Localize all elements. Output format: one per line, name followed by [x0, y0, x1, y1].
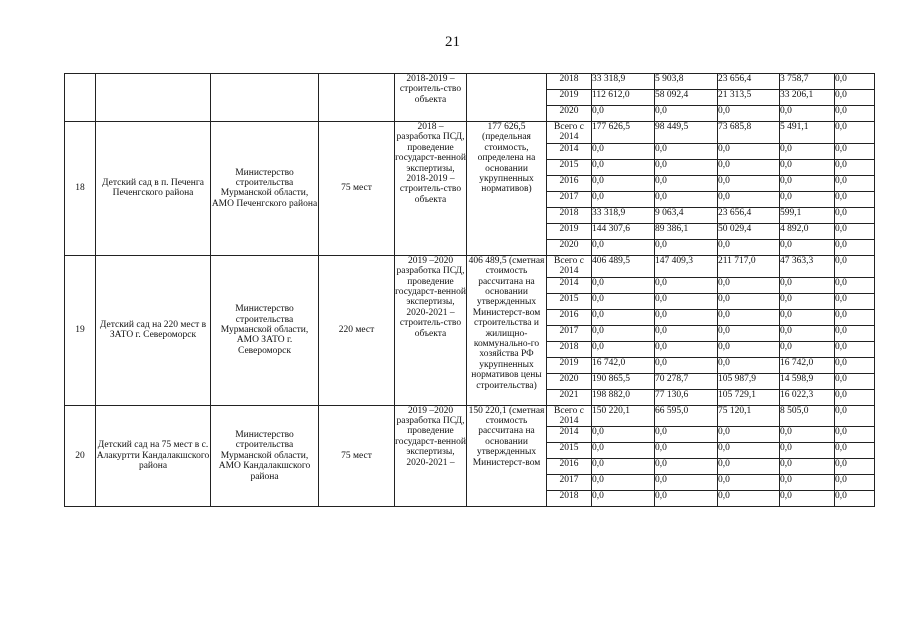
amount-cell: 66 595,0	[655, 405, 718, 427]
amount-cell: 0,0	[835, 443, 875, 459]
object-capacity: 75 мест	[319, 405, 395, 507]
amount-cell: 0,0	[718, 309, 780, 325]
object-number: 18	[65, 122, 96, 256]
amount-cell: 16 742,0	[780, 357, 835, 373]
amount-cell: 0,0	[592, 293, 655, 309]
amount-cell: 0,0	[655, 491, 718, 507]
amount-cell: 0,0	[835, 459, 875, 475]
amount-cell: 0,0	[655, 293, 718, 309]
amount-cell: 211 717,0	[718, 255, 780, 277]
amount-cell: 0,0	[592, 277, 655, 293]
amount-cell: 0,0	[592, 475, 655, 491]
amount-cell: 33 318,9	[592, 207, 655, 223]
amount-cell: 0,0	[835, 341, 875, 357]
amount-cell: 0,0	[780, 175, 835, 191]
amount-cell: 0,0	[780, 427, 835, 443]
amount-cell: 0,0	[835, 277, 875, 293]
amount-cell: 0,0	[835, 357, 875, 373]
amount-cell: 0,0	[655, 277, 718, 293]
year-cell: 2014	[547, 427, 592, 443]
year-cell: Всего с 2014	[547, 122, 592, 144]
object-name: Детский сад на 75 мест в с. Алакуртти Кандалакшского района	[96, 405, 211, 507]
amount-cell: 0,0	[592, 491, 655, 507]
amount-cell: 0,0	[835, 239, 875, 255]
object-stages: 2019 –2020 разработка ПСД, проведение государст-венной экспертизы, 2020-2021 – строитель-ство объекта	[395, 255, 467, 405]
object-executor: Министерство строительства Мурманской области, АМО Кандалакшского района	[211, 405, 319, 507]
amount-cell: 0,0	[835, 191, 875, 207]
amount-cell: 0,0	[718, 443, 780, 459]
amount-cell: 0,0	[655, 143, 718, 159]
amount-cell: 0,0	[718, 175, 780, 191]
amount-cell: 98 449,5	[655, 122, 718, 144]
object-cost: 177 626,5 (предельная стоимость, определена на основании укрупненных нормативов)	[467, 122, 547, 256]
amount-cell: 0,0	[835, 373, 875, 389]
amount-cell: 105 729,1	[718, 389, 780, 405]
amount-cell: 0,0	[835, 223, 875, 239]
year-cell: Всего с 2014	[547, 405, 592, 427]
investment-table	[64, 73, 875, 507]
amount-cell: 0,0	[835, 389, 875, 405]
year-cell: 2019	[547, 90, 592, 106]
amount-cell: 0,0	[718, 191, 780, 207]
object-executor: Министерство строительства Мурманской области, АМО ЗАТО г. Североморск	[211, 255, 319, 405]
object-capacity: 220 мест	[319, 255, 395, 405]
object-number: 19	[65, 255, 96, 405]
amount-cell: 0,0	[780, 459, 835, 475]
amount-cell: 75 120,1	[718, 405, 780, 427]
amount-cell: 73 685,8	[718, 122, 780, 144]
amount-cell: 16 742,0	[592, 357, 655, 373]
amount-cell: 0,0	[655, 106, 718, 122]
amount-cell: 0,0	[780, 277, 835, 293]
amount-cell: 0,0	[835, 175, 875, 191]
amount-cell: 0,0	[655, 191, 718, 207]
amount-cell: 0,0	[780, 325, 835, 341]
amount-cell: 0,0	[592, 309, 655, 325]
amount-cell: 70 278,7	[655, 373, 718, 389]
amount-cell: 0,0	[835, 106, 875, 122]
amount-cell: 21 313,5	[718, 90, 780, 106]
amount-cell: 0,0	[835, 427, 875, 443]
object-executor	[211, 74, 319, 122]
year-cell: 2015	[547, 293, 592, 309]
amount-cell: 0,0	[835, 491, 875, 507]
amount-cell: 0,0	[718, 239, 780, 255]
amount-cell: 4 892,0	[780, 223, 835, 239]
object-cost: 406 489,5 (сметная стоимость рассчитана на основании утвержденных Министерст-вом строительства и жилищно-коммунально-го хозяйства РФ укрупненных нормативов цены строительства)	[467, 255, 547, 405]
amount-cell: 0,0	[780, 491, 835, 507]
amount-cell: 0,0	[835, 405, 875, 427]
amount-cell: 0,0	[780, 239, 835, 255]
amount-cell: 0,0	[655, 443, 718, 459]
amount-cell: 50 029,4	[718, 223, 780, 239]
amount-cell: 147 409,3	[655, 255, 718, 277]
year-cell: 2014	[547, 277, 592, 293]
amount-cell: 0,0	[718, 341, 780, 357]
amount-cell: 0,0	[655, 459, 718, 475]
year-cell: 2020	[547, 373, 592, 389]
amount-cell: 190 865,5	[592, 373, 655, 389]
amount-cell: 0,0	[780, 159, 835, 175]
amount-cell: 0,0	[780, 191, 835, 207]
year-cell: 2016	[547, 309, 592, 325]
amount-cell: 0,0	[592, 106, 655, 122]
year-cell: Всего с 2014	[547, 255, 592, 277]
year-cell: 2015	[547, 443, 592, 459]
table-row	[65, 74, 875, 90]
amount-cell: 599,1	[780, 207, 835, 223]
year-cell: 2017	[547, 325, 592, 341]
amount-cell: 0,0	[835, 255, 875, 277]
amount-cell: 0,0	[592, 143, 655, 159]
amount-cell: 0,0	[835, 159, 875, 175]
amount-cell: 0,0	[718, 159, 780, 175]
amount-cell: 0,0	[835, 475, 875, 491]
amount-cell: 0,0	[780, 143, 835, 159]
year-cell: 2014	[547, 143, 592, 159]
object-number	[65, 74, 96, 122]
table-row	[65, 122, 875, 144]
amount-cell: 177 626,5	[592, 122, 655, 144]
amount-cell: 77 130,6	[655, 389, 718, 405]
amount-cell: 14 598,9	[780, 373, 835, 389]
amount-cell: 5 903,8	[655, 74, 718, 90]
year-cell: 2019	[547, 223, 592, 239]
amount-cell: 0,0	[592, 341, 655, 357]
amount-cell: 0,0	[592, 427, 655, 443]
amount-cell: 0,0	[780, 293, 835, 309]
amount-cell: 0,0	[780, 106, 835, 122]
object-cost	[467, 74, 547, 122]
amount-cell: 0,0	[718, 106, 780, 122]
year-cell: 2018	[547, 491, 592, 507]
object-name: Детский сад в п. Печенга Печенгского района	[96, 122, 211, 256]
object-name: Детский сад на 220 мест в ЗАТО г. Североморск	[96, 255, 211, 405]
amount-cell: 0,0	[655, 239, 718, 255]
object-capacity: 75 мест	[319, 122, 395, 256]
year-cell: 2019	[547, 357, 592, 373]
amount-cell: 0,0	[780, 475, 835, 491]
amount-cell: 0,0	[718, 143, 780, 159]
amount-cell: 150 220,1	[592, 405, 655, 427]
object-number: 20	[65, 405, 96, 507]
amount-cell: 0,0	[655, 175, 718, 191]
amount-cell: 23 656,4	[718, 74, 780, 90]
amount-cell: 105 987,9	[718, 373, 780, 389]
amount-cell: 33 206,1	[780, 90, 835, 106]
amount-cell: 0,0	[835, 74, 875, 90]
amount-cell: 0,0	[780, 341, 835, 357]
year-cell: 2016	[547, 175, 592, 191]
object-stages: 2018-2019 – строитель-ство объекта	[395, 74, 467, 122]
year-cell: 2021	[547, 389, 592, 405]
amount-cell: 9 063,4	[655, 207, 718, 223]
amount-cell: 0,0	[718, 325, 780, 341]
amount-cell: 0,0	[835, 293, 875, 309]
year-cell: 2018	[547, 207, 592, 223]
amount-cell: 0,0	[718, 459, 780, 475]
amount-cell: 0,0	[592, 159, 655, 175]
amount-cell: 0,0	[718, 475, 780, 491]
amount-cell: 47 363,3	[780, 255, 835, 277]
amount-cell: 0,0	[655, 357, 718, 373]
object-stages: 2018 – разработка ПСД, проведение государст-венной экспертизы, 2018-2019 – строитель-ство объекта	[395, 122, 467, 256]
amount-cell: 0,0	[718, 277, 780, 293]
amount-cell: 198 882,0	[592, 389, 655, 405]
amount-cell: 0,0	[718, 491, 780, 507]
amount-cell: 8 505,0	[780, 405, 835, 427]
amount-cell: 0,0	[592, 443, 655, 459]
amount-cell: 0,0	[592, 239, 655, 255]
amount-cell: 0,0	[655, 309, 718, 325]
amount-cell: 3 758,7	[780, 74, 835, 90]
amount-cell: 0,0	[592, 191, 655, 207]
amount-cell: 406 489,5	[592, 255, 655, 277]
amount-cell: 0,0	[655, 475, 718, 491]
amount-cell: 0,0	[780, 443, 835, 459]
object-name	[96, 74, 211, 122]
year-cell: 2016	[547, 459, 592, 475]
object-executor: Министерство строительства Мурманской области, АМО Печенгского района	[211, 122, 319, 256]
year-cell: 2020	[547, 239, 592, 255]
amount-cell: 5 491,1	[780, 122, 835, 144]
amount-cell: 23 656,4	[718, 207, 780, 223]
year-cell: 2017	[547, 475, 592, 491]
amount-cell: 0,0	[835, 90, 875, 106]
amount-cell: 0,0	[835, 309, 875, 325]
object-stages: 2019 –2020 разработка ПСД, проведение государст-венной экспертизы, 2020-2021 –	[395, 405, 467, 507]
amount-cell: 0,0	[718, 293, 780, 309]
amount-cell: 89 386,1	[655, 223, 718, 239]
amount-cell: 58 092,4	[655, 90, 718, 106]
amount-cell: 0,0	[592, 459, 655, 475]
amount-cell: 144 307,6	[592, 223, 655, 239]
amount-cell: 0,0	[780, 309, 835, 325]
year-cell: 2015	[547, 159, 592, 175]
table-row	[65, 405, 875, 427]
page-number: 21	[445, 34, 460, 50]
object-cost: 150 220,1 (сметная стоимость рассчитана на основании утвержденных Министерст-вом	[467, 405, 547, 507]
amount-cell: 0,0	[835, 325, 875, 341]
year-cell: 2018	[547, 341, 592, 357]
amount-cell: 0,0	[655, 325, 718, 341]
object-capacity	[319, 74, 395, 122]
amount-cell: 0,0	[655, 341, 718, 357]
amount-cell: 33 318,9	[592, 74, 655, 90]
year-cell: 2017	[547, 191, 592, 207]
amount-cell: 0,0	[592, 175, 655, 191]
amount-cell: 0,0	[718, 357, 780, 373]
amount-cell: 112 612,0	[592, 90, 655, 106]
amount-cell: 0,0	[655, 159, 718, 175]
amount-cell: 16 022,3	[780, 389, 835, 405]
year-cell: 2018	[547, 74, 592, 90]
table-row	[65, 255, 875, 277]
amount-cell: 0,0	[718, 427, 780, 443]
amount-cell: 0,0	[835, 207, 875, 223]
amount-cell: 0,0	[592, 325, 655, 341]
amount-cell: 0,0	[655, 427, 718, 443]
year-cell: 2020	[547, 106, 592, 122]
amount-cell: 0,0	[835, 122, 875, 144]
amount-cell: 0,0	[835, 143, 875, 159]
